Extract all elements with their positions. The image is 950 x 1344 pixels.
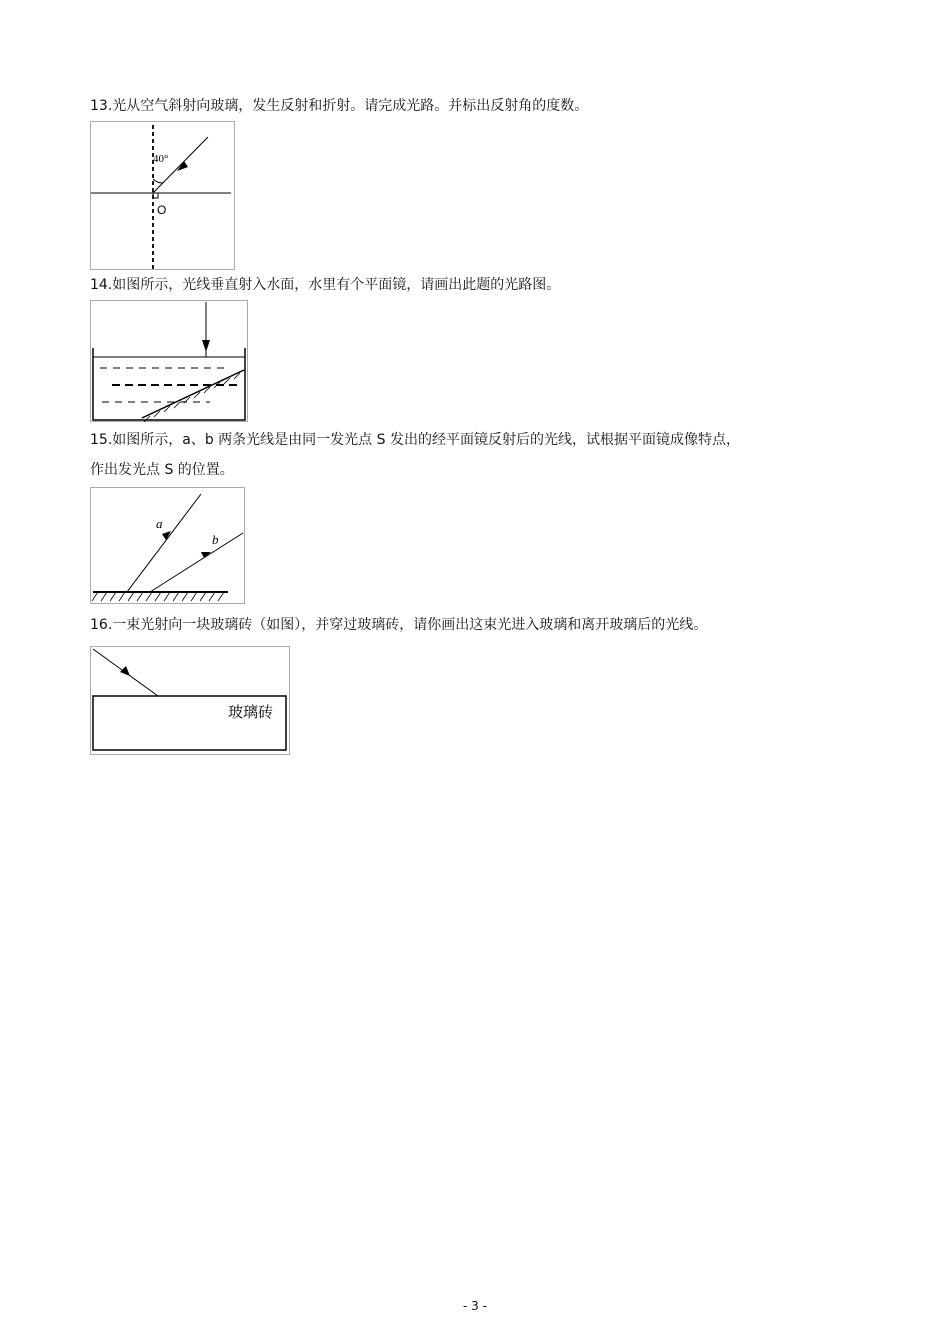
figure-13-border — [91, 122, 235, 270]
question-15-text-line-2 — [90, 455, 234, 485]
figure-16-border — [91, 647, 290, 755]
figure-14-water-mirror — [90, 300, 248, 422]
question-14-number: 14. — [90, 277, 113, 293]
question-16-text — [90, 610, 707, 640]
figure-16-block-label: 玻璃砖 — [228, 703, 274, 721]
question-15-body-2: 作出发光点 S 的位置。 — [90, 462, 234, 478]
question-15-number: 15. — [90, 432, 113, 448]
question-14-body: 如图所示，光线垂直射入水面，水里有个平面镜，请画出此题的光路图。 — [112, 277, 561, 293]
question-13-text — [90, 91, 588, 121]
question-13-number: 13. — [90, 98, 113, 114]
figure-15-border — [91, 488, 245, 604]
figure-15-label-b: b — [212, 532, 219, 547]
figure-15-mirror-rays — [90, 487, 245, 604]
question-16-body: 一束光射向一块玻璃砖（如图），并穿过玻璃砖，请你画出这束光进入玻璃和离开玻璃后的光线。 — [112, 617, 708, 633]
figure-14-border — [91, 301, 248, 422]
page-number: - 3 - — [463, 1299, 487, 1313]
question-14-text — [90, 270, 560, 300]
question-13-body: 光从空气斜射向玻璃，发生反射和折射。请完成光路。并标出反射角的度数。 — [112, 98, 589, 114]
figure-13-angle-label: 40° — [153, 153, 169, 165]
figure-13-point-label: O — [157, 203, 167, 217]
figure-16-glass-block — [90, 646, 290, 755]
question-16-number: 16. — [90, 617, 113, 633]
question-15-body-1: 如图所示，a、b 两条光线是由同一发光点 S 发出的经平面镜反射后的光线，试根据平面镜成像特点， — [112, 432, 740, 448]
figure-13-refraction — [90, 121, 235, 270]
question-15-text-line-1 — [90, 425, 740, 455]
figure-15-label-a: a — [156, 516, 163, 531]
